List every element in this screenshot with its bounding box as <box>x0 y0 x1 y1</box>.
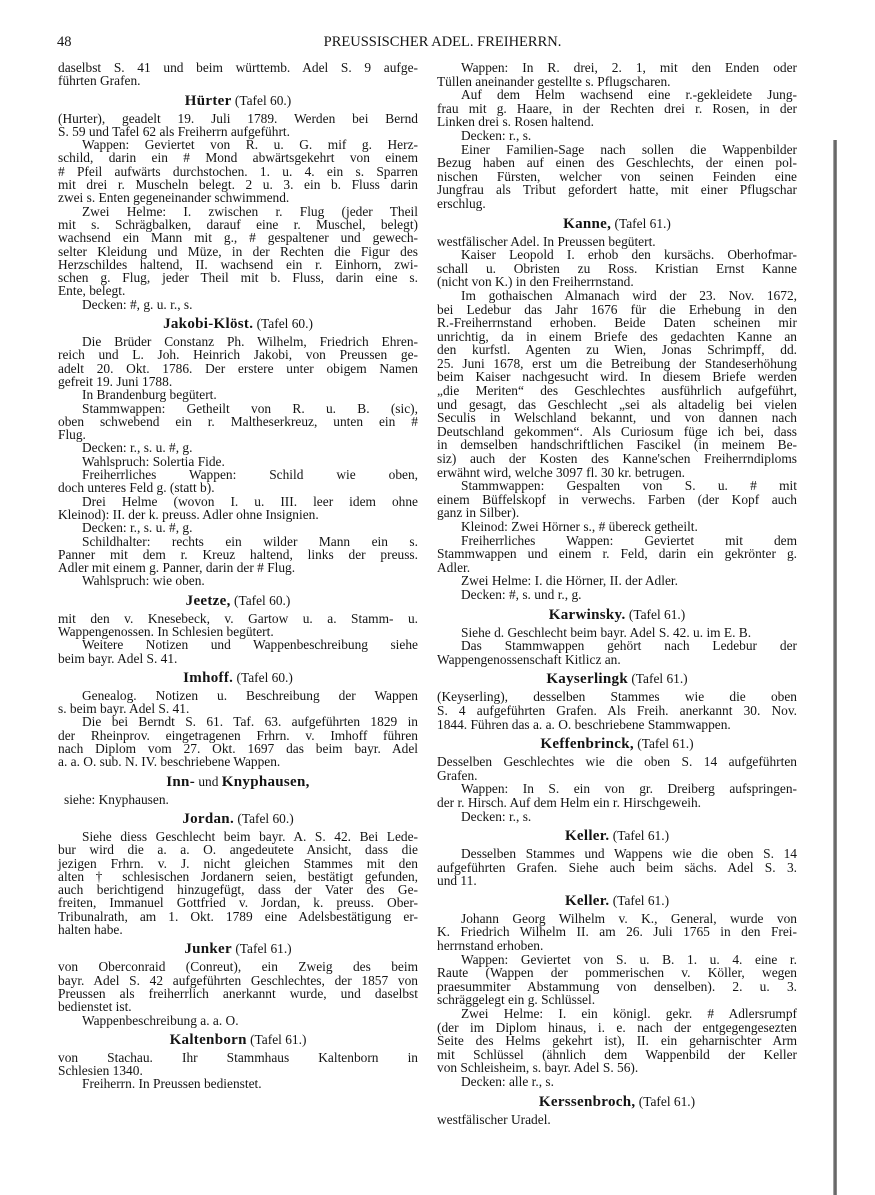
text-line: # Pfeil aufwärts durchstochen. 1. u. 4. ein s. Sparren <box>58 163 418 179</box>
text-line: Raute (Wappen der pommerischen v. Köller, wegen <box>437 965 797 981</box>
paragraph <box>58 402 418 442</box>
text-line: nach Diplom vom 27. Okt. 1697 das beim bayr. Adel <box>58 741 418 757</box>
text-line: mit den v. Knesebeck, v. Gartow u. a. Stamm- u. <box>58 610 418 626</box>
entry-heading <box>437 1089 797 1113</box>
paragraph <box>58 793 418 806</box>
entry-heading <box>58 936 418 960</box>
text-line: Preussen als freiherrlich anerkannt wurde, und daselbst <box>58 985 418 1001</box>
heading-text: und <box>195 773 222 789</box>
text-line: Decken: r., s. u. #, g. <box>82 440 193 456</box>
text-line: Die Brüder Constanz Ph. Wilhelm, Friedrich Ehren- <box>82 334 418 350</box>
entry-heading <box>437 731 797 755</box>
paragraph <box>437 248 797 289</box>
heading-text: (Tafel 61.) <box>611 215 671 231</box>
paragraph <box>58 468 418 495</box>
paragraph <box>437 534 797 575</box>
paragraph <box>58 205 418 298</box>
family-name: Inn- <box>166 773 195 790</box>
text-line: Decken: alle r., s. <box>461 1074 554 1089</box>
text-line: zwei s. Enten gegeneinander schwimmend. <box>58 190 290 206</box>
text-line: daselbst S. 41 und beim württemb. Adel S. 9 aufge- <box>58 60 418 75</box>
family-name: Imhoff. <box>183 669 234 686</box>
text-line: Im gothaischen Almanach wird der 23. Nov. 1672, <box>461 287 797 303</box>
text-line: beim bayr. Adel S. 41. <box>58 650 178 666</box>
paragraph <box>437 129 797 143</box>
text-line: a. a. O. sub. N. IV. beschriebene Wappen. <box>58 754 281 770</box>
paragraph <box>437 289 797 479</box>
text-line: bayr. Adel S. 42 aufgeführten Geschlechtes, der 1857 von <box>58 972 418 988</box>
text-line: der r. Hirsch. Auf dem Helm ein r. Hirschgeweih. <box>437 794 702 810</box>
text-line: Freiherrliches Wappen: Geviertet mit dem <box>461 532 797 548</box>
text-line: Flug. <box>58 427 86 443</box>
text-line: (der im Diplom hinaus, i. e. nach der entgegengesezten <box>437 1019 797 1035</box>
text-line: Siehe diess Geschlecht beim bayr. A. S. 42. Bei Lede- <box>82 828 418 844</box>
text-line: (Keyserling), desselben Stammes wie die oben <box>437 689 797 705</box>
text-line: Adler. <box>437 559 471 575</box>
scan-edge-shadow <box>833 140 837 1195</box>
text-line: ganz in Silber). <box>437 505 520 521</box>
heading-text: (Tafel 60.) <box>233 669 293 685</box>
paragraph <box>437 143 797 211</box>
text-line: Ente, belegt. <box>58 283 126 299</box>
paragraph <box>437 574 797 588</box>
text-line: Zwei Helme: I. zwischen r. Flug (jeder Theil <box>82 203 418 219</box>
left-column <box>58 61 418 1091</box>
text-line: „die Meriten“ des Geschlechtes ausführlich aufgeführt, <box>437 383 797 399</box>
text-line: von Stachau. Ihr Stammhaus Kaltenborn in <box>58 1049 418 1065</box>
text-line: Tribunalrath, am 1. Okt. 1789 eine Adelsbestätigung er- <box>58 908 418 924</box>
paragraph <box>58 112 418 139</box>
family-name: Hürter <box>184 92 232 109</box>
heading-text: (Tafel 61.) <box>625 606 686 622</box>
text-line: wachsend ein Mann mit g., # gespaltener und gewech- <box>58 230 418 246</box>
heading-text: (Tafel 60.) <box>230 592 291 608</box>
text-line: Seite des Helms gekehrt ist), II. ein geharnischter Arm <box>437 1033 797 1049</box>
text-line: Die bei Berndt S. 61. Taf. 63. aufgeführten 1829 in <box>82 714 418 730</box>
entry-heading <box>58 588 418 612</box>
text-line: freiten, Immanuel Gottfried v. Jordan, k. preuss. Ober- <box>58 895 418 911</box>
entry-heading <box>437 211 797 235</box>
text-line: Wappenbeschreibung a. a. O. <box>82 1012 239 1028</box>
entry-heading <box>437 823 797 847</box>
text-line: oben schwebend ein r. Maltheserkreuz, unten ein # <box>58 413 418 429</box>
text-line: Genealog. Notizen u. Beschreibung der Wappen <box>82 687 418 703</box>
text-line: Wappengenossenschaft Kitlicz an. <box>437 651 621 667</box>
text-line: S. 4 aufgeführten Grafen. Als Freih. anerkannt 30. Nov. <box>437 702 797 718</box>
text-line: Linken drei s. Rosen haltend. <box>437 114 594 130</box>
text-line: erschlug. <box>437 195 486 211</box>
paragraph <box>58 689 418 716</box>
text-line: nischen Fürsten, welcher von seinen Feinden eine <box>437 168 797 184</box>
page-number: 48 <box>57 34 72 50</box>
paragraph <box>437 1113 797 1127</box>
paragraph <box>58 335 418 388</box>
heading-text: (Tafel 61.) <box>635 1093 696 1109</box>
heading-text: (Tafel 61.) <box>609 828 670 844</box>
text-line: Decken: #, s. und r., g. <box>461 586 582 602</box>
text-line: herrnstand erhoben. <box>437 938 544 954</box>
text-line: Johann Georg Wilhelm v. K., General, wurde von <box>461 910 797 926</box>
paragraph <box>58 715 418 768</box>
right-column <box>437 61 797 1126</box>
family-name: Jakobi-Klöst. <box>163 316 254 333</box>
entry-heading <box>58 769 418 793</box>
text-line: selter Kleidung und Müze, in der Rechten die Figur des <box>58 243 418 259</box>
family-name: Knyphausen, <box>221 773 310 790</box>
text-line: Desselben Geschlechtes wie die oben S. 14 aufgeführten <box>437 754 797 770</box>
text-line: Das Stammwappen gehört nach Ledebur der <box>461 638 797 654</box>
text-line: schild, darin ein # Mond abwärtsgekehrt von einem <box>58 150 418 166</box>
text-line: Bezug haben auf einen des Geschlechts, der einen pol- <box>437 155 797 171</box>
paragraph <box>437 520 797 534</box>
text-line: Wappengenossen. In Schlesien begütert. <box>58 623 274 639</box>
text-line: Decken: r., s. <box>461 127 532 143</box>
paragraph <box>437 847 797 888</box>
text-line: frau mit g. Haare, in der Rechten drei r. Rosen, in der <box>437 100 797 116</box>
family-name: Junker <box>184 941 232 958</box>
paragraph <box>437 626 797 640</box>
paragraph <box>437 1007 797 1075</box>
paragraph <box>437 588 797 602</box>
running-title: PREUSSISCHER ADEL. FREIHERRN. <box>323 34 562 50</box>
entry-heading <box>58 806 418 830</box>
text-line: Wappen: In R. drei, 2. 1, mit den Enden oder <box>461 60 797 75</box>
text-line: jezigen Frhrn. v. J. nicht gleichen Stammes mit den <box>58 855 418 871</box>
entry-heading <box>437 602 797 626</box>
paragraph <box>437 755 797 782</box>
text-line: 25. Juni 1678, erst um die Betreibung der Standeserhöhung <box>437 355 797 371</box>
family-name: Keller. <box>564 892 610 909</box>
text-line: K. Friedrich Wilhelm II. am 26. Juli 1765 in den Frei- <box>437 924 797 940</box>
paragraph <box>437 61 797 88</box>
text-line: Jungfrau als Tribut gefordert hatte, mit einer Pflugschar <box>437 182 797 198</box>
paragraph <box>437 479 797 520</box>
text-line: Zwei Helme: I. ein königl. gekr. # Adlersrumpf <box>461 1006 797 1022</box>
heading-text: (Tafel 61.) <box>627 671 688 687</box>
family-name: Keffenbrinck, <box>540 736 634 753</box>
text-line: beim Kaiser nachgesucht wird. In diesem Briefe werden <box>437 369 797 385</box>
heading-text: (Tafel 61.) <box>231 941 292 957</box>
text-line: schräggelegt ein g. Schlüssel. <box>437 992 596 1008</box>
text-line: schall u. Obristen zu Ross. Kristian Ernst Kanne <box>437 260 797 276</box>
heading-text: (Tafel 61.) <box>609 892 670 908</box>
text-line: siehe: Knyphausen. <box>64 791 169 807</box>
text-line: (nicht von K.) in den Freiherrnstand. <box>437 274 634 290</box>
text-line: unrichtig, da in einem Briefe des gedachten Kanne an <box>437 328 797 344</box>
paragraph <box>58 495 418 522</box>
paragraph <box>58 298 418 311</box>
text-line: reich und L. Joh. Heinrich Jakobi, von Preussen ge- <box>58 347 418 363</box>
text-line: schen g. Flug, jeder Theil mit b. Fluss, darin eine s. <box>58 270 418 286</box>
text-line: doch unteres Feld g. (statt b). <box>58 480 215 496</box>
text-line: Wappen: Geviertet von S. u. B. 1. u. 4. eine r. <box>461 951 797 967</box>
text-line: Stammwappen: Gespalten von S. u. # mit <box>461 478 797 494</box>
text-line: mit drei r. Muscheln belegt. 2 u. 3. ein b. Fluss darin <box>58 177 418 193</box>
paragraph <box>437 810 797 824</box>
text-line: gefreit 19. Juni 1788. <box>58 373 173 389</box>
text-line: Wappen: Geviertet von R. u. G. mif g. Herz- <box>82 137 418 153</box>
text-line: Decken: r., s. u. #, g. <box>82 520 193 536</box>
text-line: Wahlspruch: Solertia Fide. <box>82 453 225 469</box>
text-line: Tüllen aneinander gestellte s. Pflugscharen. <box>437 73 671 89</box>
paragraph <box>58 1077 418 1090</box>
paragraph <box>58 138 418 204</box>
paragraph <box>58 612 418 639</box>
paragraph <box>58 574 418 587</box>
text-line: Einer Familien-Sage nach sollen die Wappenbilder <box>461 141 797 157</box>
paragraph <box>58 441 418 454</box>
paragraph <box>437 235 797 249</box>
text-line: in demselben handschriftlichen Fascikel (in meinem Be- <box>437 437 797 453</box>
text-line: Auf dem Helm wachsend eine r.-gekleidete Jung- <box>461 87 797 103</box>
text-line: Wahlspruch: wie oben. <box>82 573 205 589</box>
text-line: halten habe. <box>58 922 123 938</box>
family-name: Keller. <box>564 828 610 845</box>
heading-text: (Tafel 61.) <box>633 736 694 752</box>
text-line: auch berichtigend hinzugefügt, dass der Vater des Ge- <box>58 882 418 898</box>
paragraph <box>437 782 797 809</box>
text-line: Freiherrliches Wappen: Schild wie oben, <box>82 467 418 483</box>
text-line: westfälischer Uradel. <box>437 1111 551 1127</box>
text-line: Decken: r., s. <box>461 808 532 824</box>
family-name: Kayserlingk <box>546 671 628 688</box>
paragraph <box>58 830 418 936</box>
text-line: mit Schlüssel (ähnlich dem Wappenbild der Keller <box>437 1046 797 1062</box>
paragraph <box>58 521 418 534</box>
text-line: der Rheinprov. eingetragenen Frhrn. v. Imhoff führen <box>58 727 418 743</box>
text-line: Panner mit dem r. Kreuz haltend, links der preuss. <box>58 546 418 562</box>
text-line: und gesagt, das Geschlecht „sei als altadelig bei vielen <box>437 396 797 412</box>
family-name: Karwinsky. <box>548 606 626 623</box>
paragraph <box>437 690 797 731</box>
paragraph <box>58 1014 418 1027</box>
entry-heading <box>58 311 418 335</box>
text-line: Desselben Stammes und Wappens wie die oben S. 14 <box>461 846 797 862</box>
paragraph <box>437 912 797 953</box>
text-line: erwähnt wird, welche 3097 fl. 30 kr. betrugen. <box>437 464 686 480</box>
text-line: Schildhalter: rechts ein wilder Mann ein s. <box>82 533 418 549</box>
text-line: bedienstet ist. <box>58 999 132 1015</box>
family-name: Kerssenbroch, <box>538 1093 636 1110</box>
text-line: westfälischer Adel. In Preussen begütert. <box>437 233 656 249</box>
paragraph <box>58 455 418 468</box>
paragraph <box>58 388 418 401</box>
text-line: Adler mit einem g. Panner, darin der # Flug. <box>58 560 296 576</box>
paragraph <box>437 953 797 1007</box>
text-line: R.-Freiherrnstand erhoben. Beide Daten scheinen mir <box>437 315 797 331</box>
text-line: bei Ledebur das Jahr 1676 für die Erhebung in den <box>437 301 797 317</box>
entry-heading <box>58 1027 418 1051</box>
heading-text: (Tafel 60.) <box>231 92 292 108</box>
text-line: Weitere Notizen und Wappenbeschreibung siehe <box>82 637 418 653</box>
heading-text: (Tafel 60.) <box>234 810 294 826</box>
family-name: Jordan. <box>182 810 235 827</box>
text-line: 1844. Führen das a. a. O. beschriebene Stammwappen. <box>437 716 731 732</box>
text-line: Freiherrn. In Preussen bedienstet. <box>82 1076 262 1092</box>
entry-heading <box>437 888 797 912</box>
text-line: führten Grafen. <box>58 73 141 89</box>
paragraph <box>58 638 418 665</box>
family-name: Kaltenborn <box>169 1031 247 1048</box>
paragraph <box>58 61 418 88</box>
text-line: siz) auch der Kosten des Kanne'schen Freiherrndiploms <box>437 451 797 467</box>
text-line: den kurfstl. Agenten zu Wien, Jonas Schrimpff, dd. <box>437 342 797 358</box>
paragraph <box>437 88 797 129</box>
text-line: Schlesien 1340. <box>58 1063 143 1079</box>
entry-heading <box>58 88 418 112</box>
text-line: Drei Helme (wovon I. u. III. leer idem ohne <box>82 493 418 509</box>
text-line: Seculis in Welschland bekannt, und von dannen nach <box>437 410 797 426</box>
text-line: Zwei Helme: I. die Hörner, II. der Adler. <box>461 573 678 589</box>
paragraph <box>437 639 797 666</box>
text-line: bur wird die a. a. O. angedeutete Ansicht, dass die <box>58 842 418 858</box>
text-line: Kleinod): II. der k. preuss. Adler ohne Insignien. <box>58 506 319 522</box>
text-line: Grafen. <box>437 767 478 783</box>
text-line: von Schleisheim, s. bayr. Adel S. 56). <box>437 1060 639 1076</box>
paragraph <box>437 1075 797 1089</box>
text-line: alten † schlesischen Jordanern seien, bestätigt gefunden, <box>58 868 418 884</box>
family-name: Jeetze, <box>185 592 231 609</box>
text-line: aufgeführten Grafen. Siehe auch beim sächs. Adel S. 3. <box>437 859 797 875</box>
text-line: einem Büffelskopf in verwechs. Farben (der Kopf auch <box>437 491 797 507</box>
family-name: Kanne, <box>563 215 612 232</box>
text-line: praesummiter Abstammung von denselben). 2. u. 3. <box>437 978 797 994</box>
text-line: mit s. Schrägbalken, darauf eine r. Muschel, belegt) <box>58 216 418 232</box>
paragraph <box>58 535 418 575</box>
text-line: Deutschland gekommen“. Als Curiosum füge ich bei, dass <box>437 423 797 439</box>
text-line: Siehe d. Geschlecht beim bayr. Adel S. 42. u. im E. B. <box>461 624 752 640</box>
heading-text: (Tafel 60.) <box>253 316 313 332</box>
text-line: Stammwappen und einem r. Feld, darin ein gekrönter g. <box>437 546 797 562</box>
text-line: Herzschildes haltend, II. wachsend ein r. Einhorn, zwi- <box>58 256 418 272</box>
entry-heading <box>58 665 418 689</box>
text-line: adelt 20. Okt. 1786. Der erstere unter obigem Namen <box>58 360 418 376</box>
text-line: Wappen: In S. ein von gr. Dreiberg aufspringen- <box>461 781 797 797</box>
heading-text: (Tafel 61.) <box>246 1031 307 1047</box>
text-line: s. beim bayr. Adel S. 41. <box>58 701 190 717</box>
paragraph <box>58 1051 418 1078</box>
text-line: In Brandenburg begütert. <box>82 387 217 403</box>
text-line: Decken: #, g. u. r., s. <box>82 296 193 312</box>
text-line: von Oberconraid (Conreut), ein Zweig des beim <box>58 959 418 975</box>
text-line: S. 59 und Tafel 62 als Freiherrn aufgeführt. <box>58 123 290 139</box>
text-line: und 11. <box>437 873 477 889</box>
text-line: Kleinod: Zwei Hörner s., # übereck getheilt. <box>461 519 698 534</box>
entry-heading <box>437 666 797 690</box>
text-line: Kaiser Leopold I. erhob den kursächs. Oberhofmar- <box>461 247 797 263</box>
text-line: (Hurter), geadelt 19. Juli 1789. Werden bei Bernd <box>58 110 418 126</box>
paragraph <box>58 960 418 1013</box>
text-line: Stammwappen: Getheilt von R. u. B. (sic), <box>82 400 418 416</box>
